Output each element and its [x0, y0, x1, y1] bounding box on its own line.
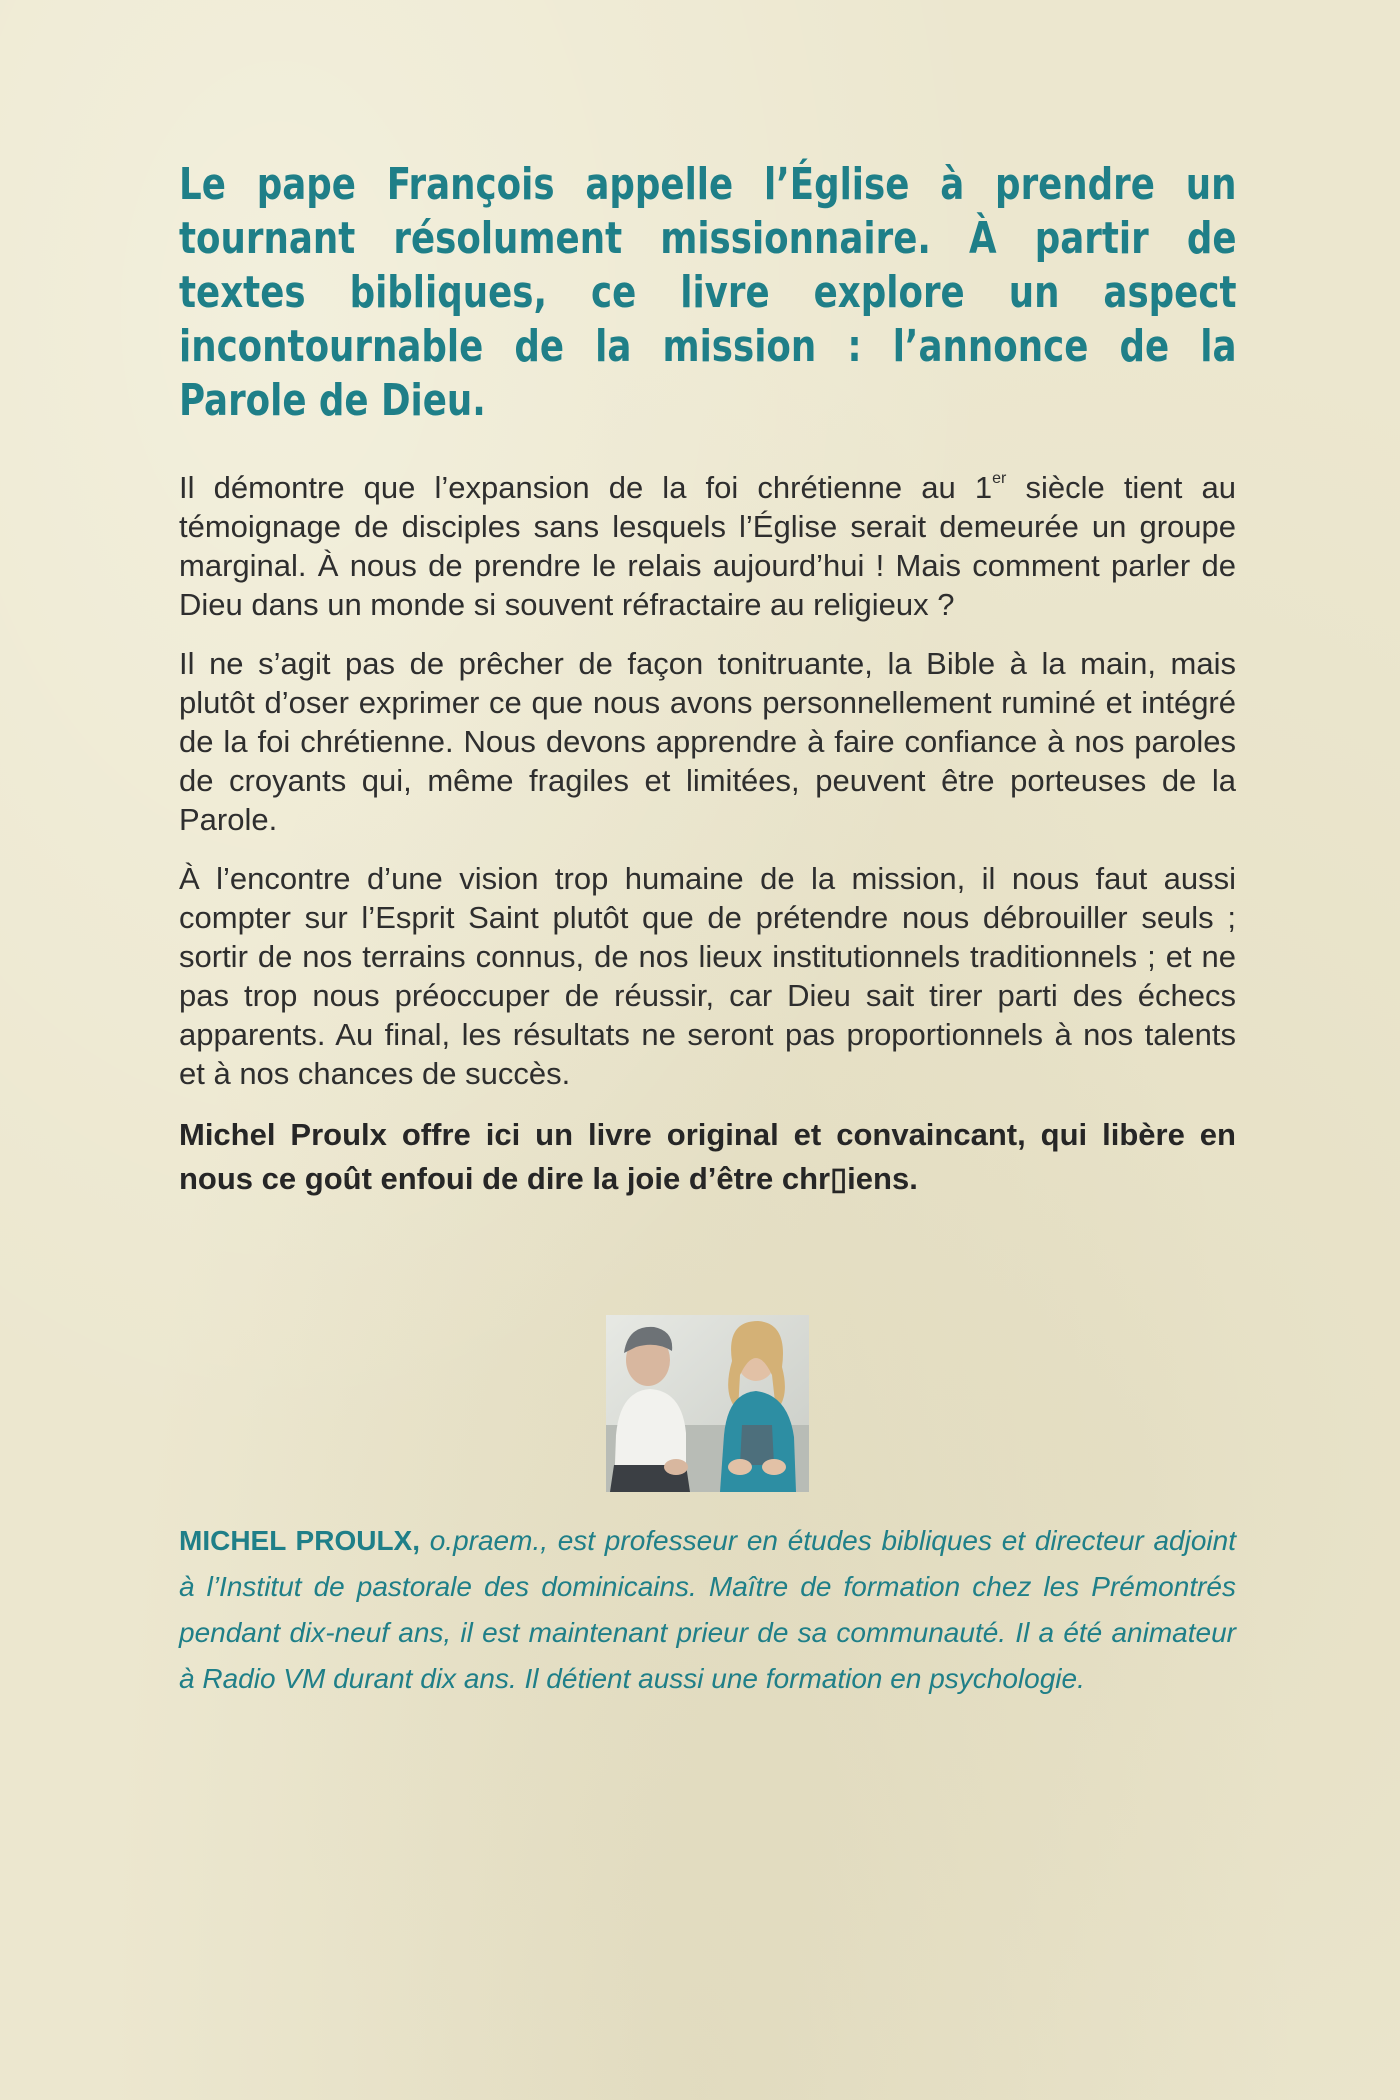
paragraph-1-superscript: er: [992, 469, 1007, 487]
headline-text: Le pape François appelle l’Église à prendre un tournant résolument missionnaire. À partir de textes bibliques, ce livre explore un aspect incontournable de la mission : l’annonce de la Parole de Dieu.: [179, 159, 1237, 426]
paragraph-1-part-a: Il démontre que l’expansion de la foi chrétienne au 1: [179, 470, 993, 505]
paragraph-1: [179, 468, 1236, 624]
paragraph-2: Il ne s’agit pas de prêcher de façon tonitruante, la Bible à la main, mais plutôt d’oser exprimer ce que nous avons personnellement ruminé et intégré de la foi chrétienne. Nous devons apprendre à faire confiance à nos paroles de croyants qui, même fragiles et limitées, peuvent être porteuses de la Parole.: [179, 646, 1236, 837]
author-bio: [179, 1518, 1236, 1702]
author-photo: [606, 1315, 809, 1492]
author-bio-text: o.praem., est professeur en études bibliques et directeur adjoint à l’Institut de pastorale des dominicains. Maître de formation chez les Prémontrés pendant dix-neuf ans, il est maintenant prieur de sa communauté. Il a été animateur à Radio VM durant dix ans. Il détient aussi une formation en psychologie.: [179, 1525, 1236, 1694]
photo-illustration: [606, 1315, 809, 1492]
paragraph-3: À l’encontre d’une vision trop humaine de la mission, il nous faut aussi compter sur l’Esprit Saint plutôt que de prétendre nous débrouiller seuls ; sortir de nos terrains connus, de nos lieux institutionnels traditionnels ; et ne pas trop nous préoccuper de réussir, car Dieu sait tirer parti des échecs apparents. Au final, les résultats ne seront pas proportionnels à nos talents et à nos chances de succès.: [179, 861, 1236, 1091]
paragraph-1-part-b: siècle tient au témoignage de disciples sans lesquels l’Église serait demeurée un groupe marginal. À nous de prendre le relais aujourd’hui ! Mais comment parler de Dieu dans un monde si souvent réfractaire au religieux ?: [179, 470, 1236, 622]
author-name: MICHEL PROULX,: [179, 1525, 420, 1556]
headline: [179, 158, 1236, 428]
closing-statement: Michel Proulx offre ici un livre original et convaincant, qui libère en nous ce goût enfoui de dire la joie d’être chr▯iens.: [179, 1117, 1236, 1196]
blurb-column: [179, 158, 1236, 1221]
